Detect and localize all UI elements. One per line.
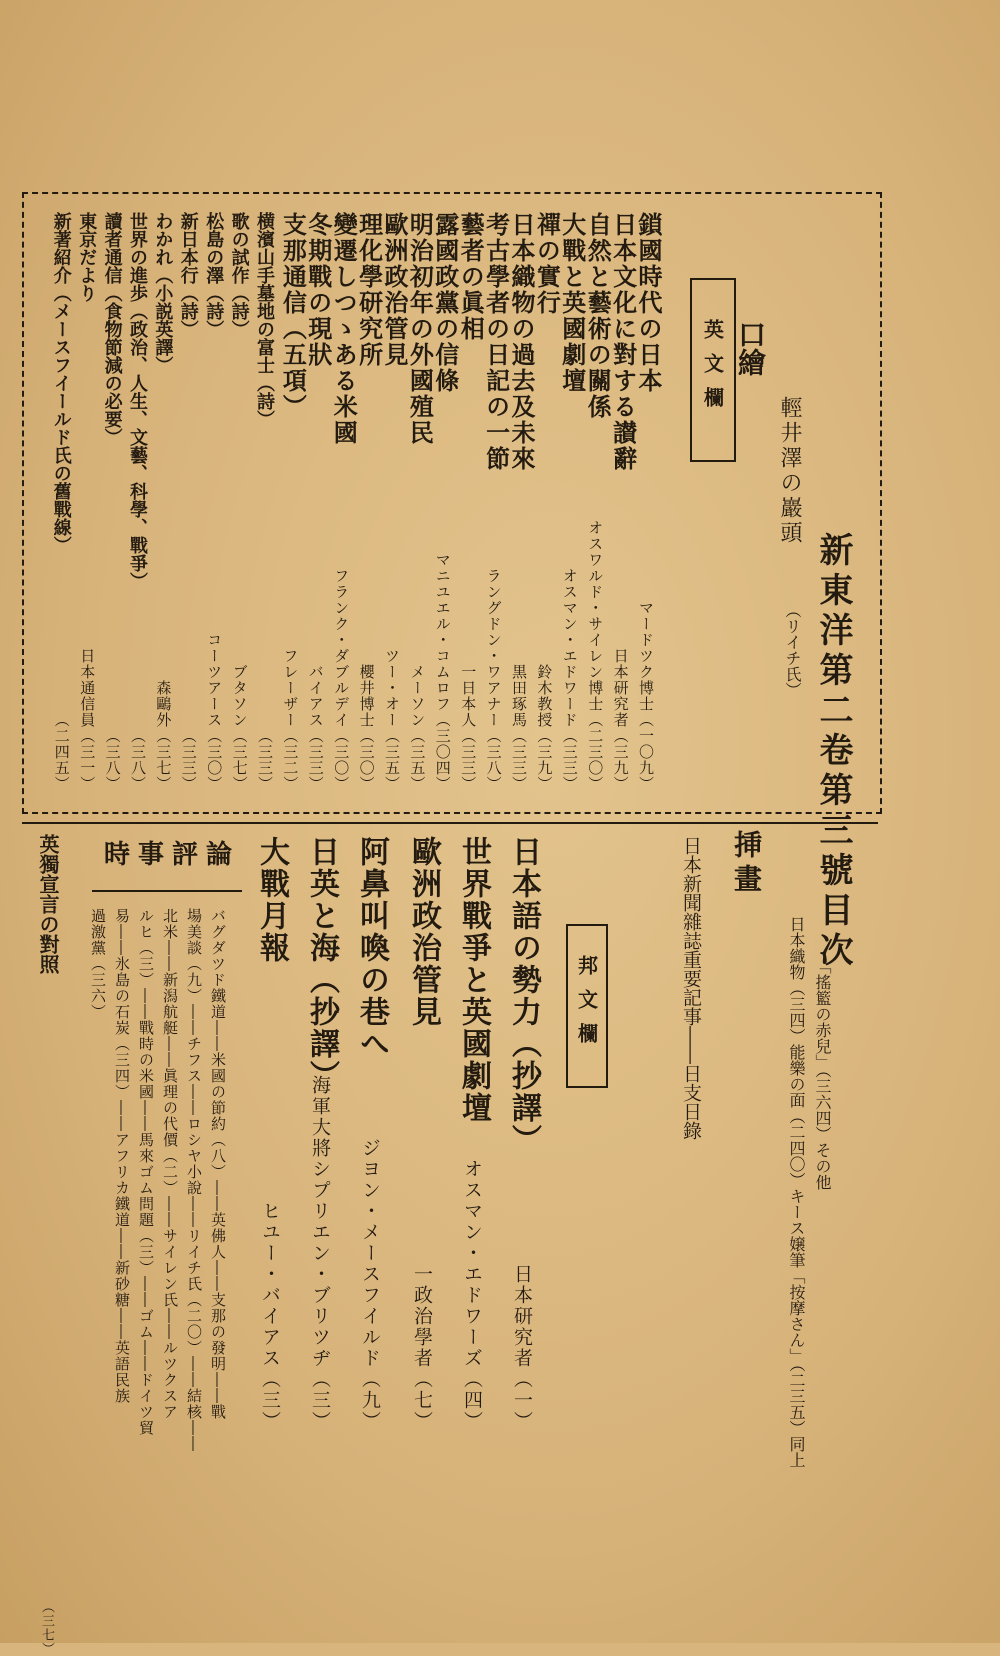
- frontispiece-item: 輕井澤の巖頭: [777, 396, 802, 546]
- english-entry-title: 考古學者の日記の一節: [481, 212, 511, 472]
- english-entry-author: ツー・オー（三五）: [383, 648, 401, 792]
- english-entry-author: マニユエル・コムロフ（三〇四）: [433, 552, 452, 792]
- english-entry-author: 黒田琢馬（三三）: [510, 664, 528, 792]
- japanese-entry-title: 阿鼻叫喚の巷へ: [354, 836, 389, 1060]
- english-entry-author: （三三）: [256, 728, 274, 792]
- english-entry-title: 變遷しつゝある米國: [329, 212, 359, 446]
- japanese-entry-title: 歐洲政治管見: [406, 836, 441, 1028]
- english-entry-author: マードツク博士（一〇九）: [637, 600, 655, 792]
- current-affairs-line: 易――氷島の石炭（三四）――アフリカ鐵道――新砂糖――英語民族: [113, 908, 131, 1404]
- english-entry-author: （二四五）: [52, 712, 71, 792]
- english-entry-title: 藝者の眞相: [456, 212, 486, 342]
- japanese-entry-author: ヒユー・バイアス（三）: [259, 1201, 281, 1432]
- current-affairs-line: バグダツド鐵道――米國の節約（八）――英佛人――支那の發明――戰: [209, 908, 227, 1420]
- illustrations-line-1: 日本織物（三四）能樂の面（二四〇）キース嬢筆「按摩さん」（二三五）同上: [787, 916, 806, 1468]
- english-entry-title: 大戰と英國劇壇: [557, 212, 587, 394]
- english-entry-author: フランク・ダブルデイ（三〇）: [332, 568, 351, 792]
- current-affairs-line: 北米――新潟航艇――眞理の代價（二）――サイレン氏――ルツクスア: [161, 908, 179, 1420]
- english-entry-title: 支那通信（五項）: [278, 212, 308, 420]
- english-entry-author: コーツアース（三〇）: [205, 632, 224, 792]
- english-entry-title: 禪の實行: [532, 212, 562, 316]
- english-entry-author: 櫻井博士（三〇）: [357, 664, 376, 792]
- japanese-section-label: 邦文欄: [566, 924, 608, 1088]
- current-affairs-line: ルヒ（三）――戰時の米國――馬來ゴム問題（三）――ゴム――ドイツ貿: [137, 908, 155, 1436]
- japanese-entry-author: 一政治學者（七）: [411, 1264, 433, 1432]
- section-divider: [22, 822, 878, 824]
- english-entry-title: 日本文化に對する讃辭: [608, 212, 638, 472]
- english-entry-author: オスマン・エドワード（三三）: [560, 568, 579, 792]
- illustrations-line-2: 「搖籃の赤兒」（三六四）その他: [813, 958, 832, 1190]
- page-title: 新東洋第二卷第三號目次: [813, 532, 853, 972]
- current-affairs-label: 時事評論: [104, 840, 241, 870]
- japanese-entry-title: 大戰月報: [254, 836, 289, 964]
- english-entry-author: （三三）: [179, 728, 198, 792]
- japanese-entry-title: 世界戰爭と英國劇壇: [456, 836, 491, 1124]
- japanese-entry-author: 日本研究者（一）: [511, 1264, 533, 1432]
- english-entry-title: 新日本行（詩）: [177, 212, 199, 338]
- japanese-entry-author: オスマン・エドワーズ（四）: [461, 1159, 483, 1432]
- english-entry-title: 日本織物の過去及未來: [507, 212, 536, 472]
- current-affairs-line: 場美談（九）――チフス――ロシヤ小說――リイチ氏（二〇）――結核――: [185, 908, 203, 1452]
- english-entry-title: 松島の澤（詩）: [203, 212, 225, 338]
- english-entry-title: 歌の試作（詩）: [228, 212, 250, 338]
- english-entry-title: 冬期戰の現狀: [303, 212, 333, 368]
- frontispiece-label: 口繪: [734, 320, 767, 376]
- english-entry-author: 一日本人（三三）: [459, 664, 478, 792]
- japanese-entry-title: 日本語の勢力（抄譯）: [506, 836, 541, 1156]
- english-entry-author: （三八）: [103, 728, 122, 792]
- english-entry-title: 明治初年の外國殖民: [405, 212, 435, 446]
- english-entry-title: 歐洲政治管見: [380, 212, 409, 368]
- english-entry-title: 自然と藝術の關係: [583, 212, 613, 420]
- english-entry-title: 横濱山手墓地の富士（詩）: [254, 212, 275, 428]
- english-entry-author: オスワルド・サイレン博士（二三〇）: [586, 520, 605, 792]
- english-entry-title: 露國政黨の信條: [430, 212, 460, 394]
- english-entry-title: 理化學研究所: [354, 212, 384, 368]
- english-entry-title: 東京だより: [76, 212, 98, 302]
- illustrations-label: 挿畫: [730, 830, 763, 898]
- frontispiece-note: （リイチ氏）: [783, 602, 802, 698]
- current-affairs-line: 過激黨（三六）: [89, 908, 107, 1020]
- english-entry-title: 世界の進歩（政治、人生、文藝、科學、戰爭）: [127, 212, 148, 590]
- english-entry-author: 鈴木教授（三九）: [535, 664, 554, 792]
- english-entry-author: 森鷗外（三七）: [154, 680, 173, 792]
- newspaper-digest: 日本新聞雜誌重要記事――日支日錄: [680, 836, 702, 1140]
- japanese-entry-title: 日英と海（抄譯）: [304, 836, 339, 1092]
- english-entry-author: ブタソン（三七）: [230, 664, 249, 792]
- english-entry-author: （三八）: [129, 728, 147, 792]
- english-entry-author: バイアス（三三）: [306, 664, 325, 792]
- english-entry-title: わかれ（小説英譯）: [152, 212, 174, 374]
- english-entry-author: メーソン（三五）: [408, 664, 427, 792]
- english-entry-author: 日本通信員（三一）: [78, 648, 97, 792]
- english-entry-author: ラングドン・ワアナー（三八）: [484, 568, 503, 792]
- english-entry-title: 讀者通信（食物節減の必要）: [101, 212, 123, 446]
- japanese-entry-author: ジヨン・メースフイルド（九）: [359, 1138, 381, 1432]
- appendix-page: （三七）: [39, 1600, 54, 1656]
- english-entry-title: 新著紹介（メースフイールド氏の舊戰線）: [50, 212, 72, 554]
- appendix-title: 英獨宣言の對照: [36, 834, 60, 974]
- english-entry-title: 鎖國時代の日本: [634, 212, 663, 394]
- english-section-label: 英文欄: [690, 278, 736, 462]
- english-entry-author: 日本研究者（三九）: [611, 648, 630, 792]
- english-entry-author: フレーザー（三二）: [281, 648, 300, 792]
- japanese-entry-author: 海軍大將シプリエン・ブリツヂ（三）: [309, 1075, 331, 1432]
